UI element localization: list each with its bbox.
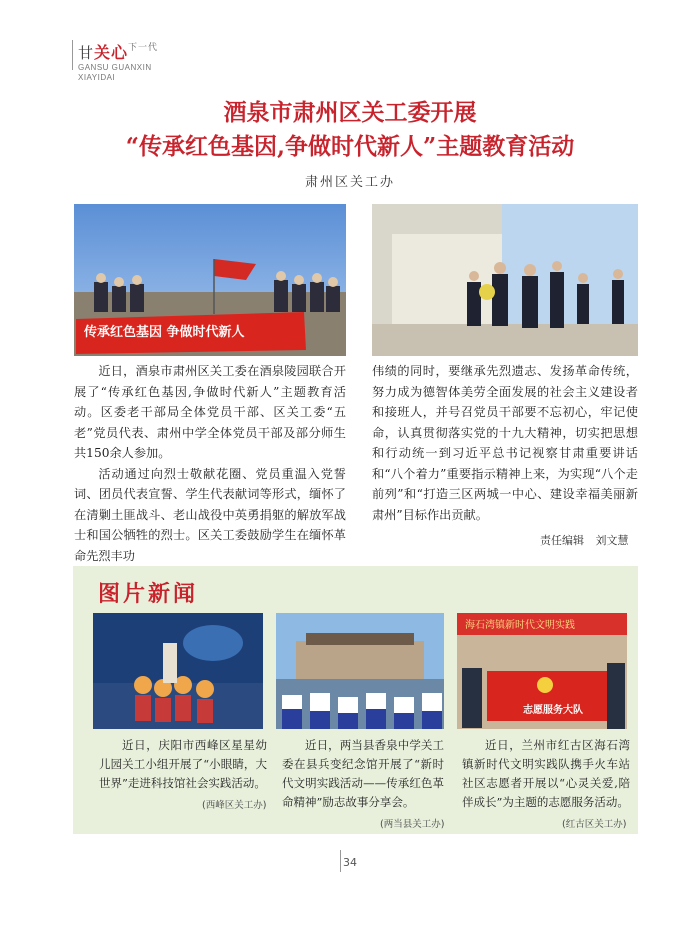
- news-caption-2: 近日，两当县香泉中学关工委在县兵变纪念馆开展了“新时代文明实践活动——传承红色革命精神”励志故事分享会。: [282, 738, 444, 809]
- magazine-logo: [78, 40, 178, 100]
- photo3-volunteer-banner: 志愿服务大队: [523, 705, 583, 716]
- news-caption-1: 近日，庆阳市西峰区星星幼儿园关工小组开展了“小眼睛，大世界”走进科技馆社会实践活动。: [99, 738, 267, 790]
- article-title-line2: “传承红色基因,争做时代新人”主题教育活动: [125, 133, 575, 160]
- article-column-1: [74, 361, 346, 566]
- news-item-2: [282, 736, 444, 812]
- photo-monument: [372, 204, 638, 356]
- paragraph: 活动通过向烈士敬献花圈、党员重温入党誓词、团员代表宣誓、学生代表献词等形式，缅怀了在清剿土匪战斗、老山战役中英勇捐躯的解放军战士和国公牺牲的烈士。区关工委鼓励学生在缅怀革命先烈丰功: [74, 466, 346, 563]
- logo-char: 甘: [78, 44, 95, 62]
- logo-highlight: 关心: [94, 43, 129, 62]
- news-caption-3: 近日，兰州市红古区海石湾镇新时代文明实践队携手火车站社区志愿者开展以“心灵关爱,陪伴成长”为主题的志愿服务活动。: [462, 738, 630, 809]
- photo3-top-banner: 海石湾镇新时代文明实践: [465, 620, 575, 631]
- picture-news-title: 图片新闻: [98, 582, 199, 607]
- news-photo-2: [276, 613, 444, 729]
- page-number: 34: [343, 856, 357, 869]
- news-source-1: (西峰区关工办): [202, 800, 267, 811]
- paragraph: 近日，酒泉市肃州区关工委在酒泉陵园联合开展了“传承红色基因,争做时代新人”主题教育活动。区委老干部局全体党员干部、区关工委“五老”党员代表、肃州中学全体党员干部及部分师生共150余人参加。: [74, 364, 346, 460]
- news-item-3: [462, 736, 630, 812]
- article-column-2: [372, 361, 638, 525]
- editor-credit: 责任编辑 刘文慧: [540, 534, 629, 547]
- news-item-1: [99, 736, 267, 793]
- article-byline: 肃州区关工办: [304, 175, 395, 190]
- logo-en-2: XIAYIDAI: [78, 73, 116, 82]
- news-source-2: (两当县关工办): [380, 819, 445, 830]
- photo-group-banner: [74, 204, 346, 356]
- logo-suffix: 下一代: [128, 43, 159, 53]
- paragraph: 伟绩的同时，要继承先烈遗志、发扬革命传统，努力成为德智体美劳全面发展的社会主义建设者和接班人，并号召党员干部要不忘初心，牢记使命，认真贯彻落实党的十九大精神，切实把思想和行动统一到习近平总书记视察甘肃重要讲话和“八个着力”重要指示精神上来，为实现“八个走前列”和“打造三区两城一中心、建设幸福美丽新肃州”目标作出贡献。: [372, 364, 638, 522]
- logo-en-1: GANSU GUANXIN: [78, 63, 152, 72]
- article-title-line1: 酒泉市肃州区关工委开展: [223, 99, 477, 126]
- news-photo-1: [93, 613, 263, 729]
- banner-text: 传承红色基因 争做时代新人: [84, 325, 245, 340]
- news-photo-3: [457, 613, 627, 729]
- news-source-3: (红古区关工办): [562, 819, 627, 830]
